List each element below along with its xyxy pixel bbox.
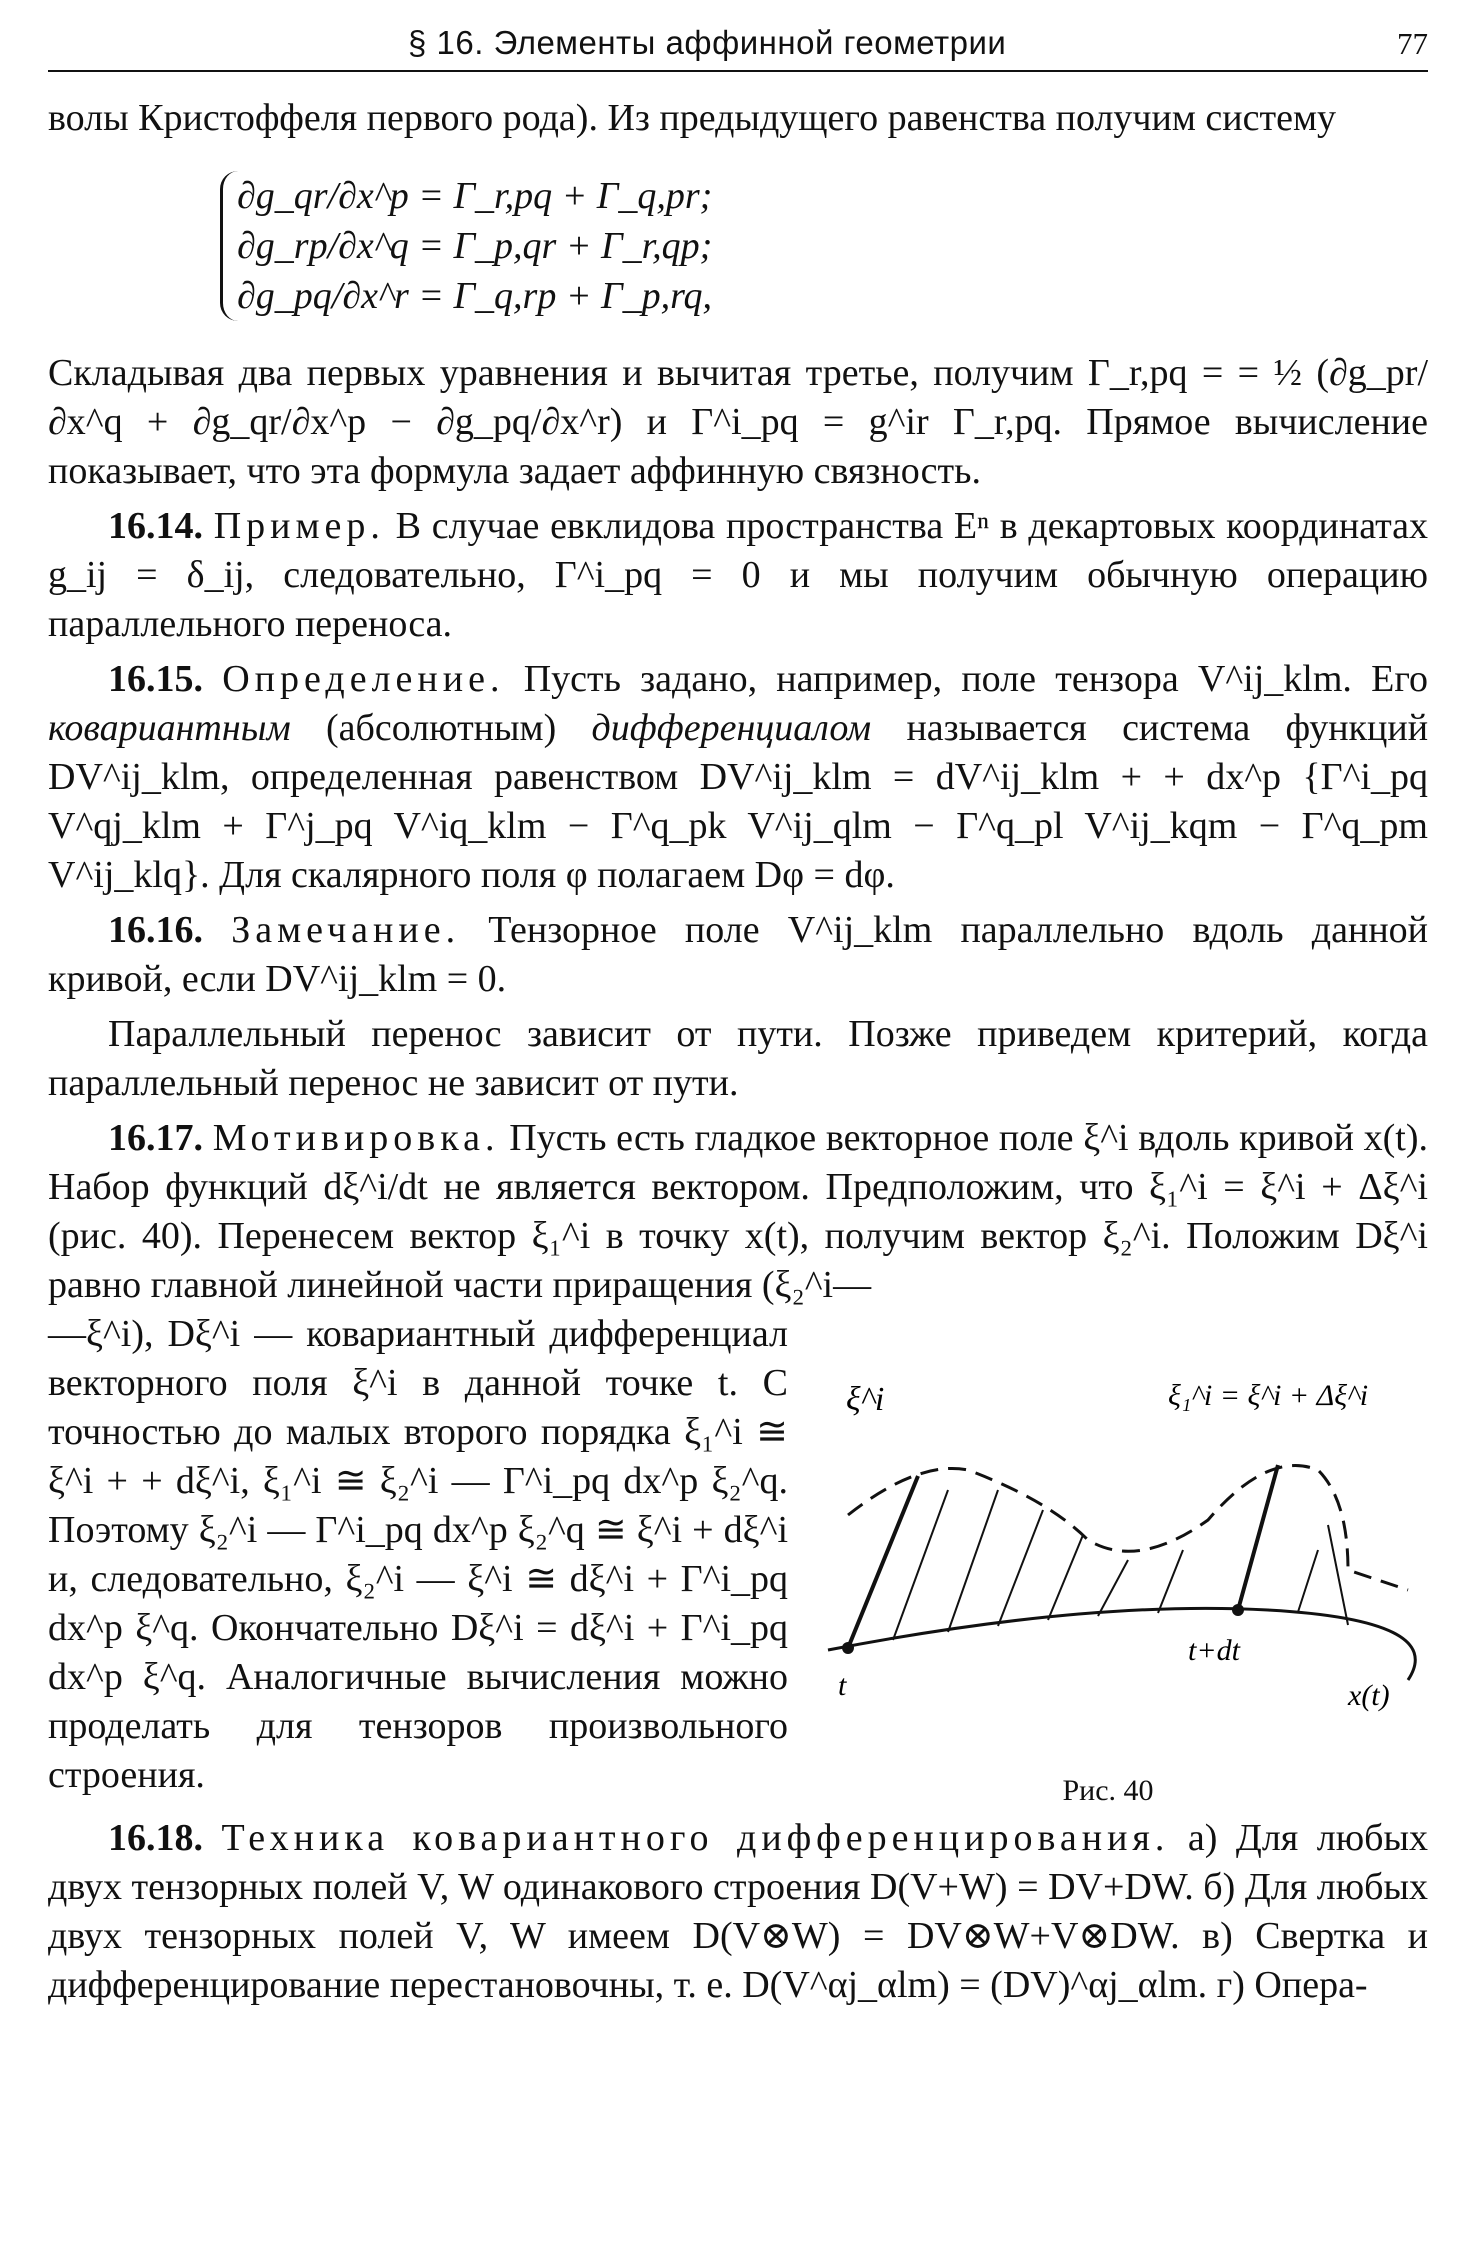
equation-1: ∂g_qr/∂x^p = Γ_r,pq + Γ_q,pr; <box>237 175 713 217</box>
paragraph-summation: Складывая два первых уравнения и вычитая третье, получим Γ_r,pq = = ½ (∂g_pr/∂x^q + ∂g_qr/∂x^p − ∂g_pq/∂x^r) и Γ^i_pq = g^ir Γ_r,pq. Прямое вычисление показывает, что эта формула задает аффинную связность. <box>48 352 1428 492</box>
label-t: t <box>838 1669 847 1702</box>
label-curve: x(t) <box>1348 1679 1390 1712</box>
section-heading: Мотивировка. <box>212 1117 500 1159</box>
section-text: В случае евклидова пространства Eⁿ в декартовых координатах g_ij = δ_ij, следовательно, Γ^i_pq = 0 и мы получим обычную операцию параллельного переноса. <box>48 505 1429 645</box>
section-heading: Определение. <box>222 658 505 700</box>
section-16-14 <box>48 502 1428 649</box>
section-text: Пусть задано, например, поле тензора V^ij_klm. Его <box>523 658 1428 700</box>
curve-x-of-t <box>828 1608 1415 1680</box>
section-16-18 <box>48 1814 1428 2010</box>
label-xi: ξ^i <box>846 1381 885 1418</box>
vector-field-arrows <box>848 1465 1348 1648</box>
section-16-17 <box>48 1114 1428 1310</box>
page <box>48 24 1428 2010</box>
label-t-dt: t+dt <box>1188 1634 1240 1667</box>
label-xi1: ξ₁^i = ξ^i + Δξ^i <box>1168 1379 1369 1412</box>
section-heading: Пример. <box>213 505 385 547</box>
section-heading: Замечание. <box>231 909 461 951</box>
section-number: 16.16. <box>108 909 203 951</box>
section-text: Тензорное поле V^ij_klm параллельно вдоль данной кривой, если DV^ij_klm = 0. <box>48 909 1429 1000</box>
page-number: 77 <box>1397 26 1428 61</box>
section-text: а) Для любых двух тензорных полей V, W одинакового строения D(V+W) = DV+DW. б) Для любых двух тензорных полей V, W имеем D(V⊗W) = DV⊗W+V⊗DW. в) Свертка и дифференцирование перестановочны, т. е. D(V^αj_αlm) = (DV)^αj_αlm. г) Опера- <box>48 1817 1429 2006</box>
figure-diagram <box>788 1350 1428 1770</box>
equation-system <box>220 171 1428 321</box>
section-title: § 16. Элементы аффинной геометрии <box>408 24 1007 61</box>
dashed-vector-tips <box>848 1466 1408 1590</box>
section-16-15 <box>48 655 1428 900</box>
equation-2: ∂g_rp/∂x^q = Γ_p,qr + Γ_r,qp; <box>237 225 713 267</box>
section-text: называется система функций DV^ij_klm, определенная равенством DV^ij_klm = dV^ij_klm + + dx^p {Γ^i_pq V^qj_klm + Γ^j_pq V^iq_klm − Γ^q_pk V^ij_qlm − Γ^q_pl V^ij_kqm − Γ^q_pm V^ij_klq}. Для скалярного поля φ полагаем Dφ = dφ. <box>48 707 1429 896</box>
equation-3: ∂g_pq/∂x^r = Γ_q,rp + Γ_p,rq, <box>237 275 712 317</box>
term-covariant: ковариантным <box>48 707 291 749</box>
point-t-dt <box>1232 1604 1244 1616</box>
paragraph-parallel-transport: Параллельный перенос зависит от пути. Позже приведем критерий, когда параллельный перенос не зависит от пути. <box>48 1013 1428 1104</box>
section-number: 16.18. <box>108 1817 203 1859</box>
term-differential: дифференциалом <box>591 707 872 749</box>
point-t <box>842 1642 854 1654</box>
section-number: 16.15. <box>108 658 203 700</box>
section-16-16 <box>48 906 1428 1004</box>
paragraph-motivation-left: —ξ^i), Dξ^i — ковариантный дифференциал векторного поля ξ^i в данной точке t. С точностью до малых второго порядка ξ₁^i ≅ ξ^i + + dξ^i, ξ₁^i ≅ ξ₂^i — Γ^i_pq dx^p ξ₂^q. Поэтому ξ₂^i — Γ^i_pq dx^p ξ₂^q ≅ ξ^i + dξ^i и, следовательно, ξ₂^i — ξ^i ≅ dξ^i + Γ^i_pq dx^p ξ^q. Окончательно Dξ^i = dξ^i + Γ^i_pq dx^p ξ^q. Аналогичные вычисления можно проделать для тензоров произвольного строения. <box>48 1313 788 1796</box>
section-text: (абсолютным) <box>326 707 557 749</box>
section-number: 16.14. <box>108 505 203 547</box>
figure-caption: Рис. 40 <box>1062 1774 1154 1807</box>
paragraph-christoffel: волы Кристоффеля первого рода). Из предыдущего равенства получим систему <box>48 97 1337 139</box>
section-number: 16.17. <box>108 1117 203 1159</box>
section-heading: Техника ковариантного дифференцирования. <box>221 1817 1170 1859</box>
running-header <box>48 24 1428 72</box>
figure-40 <box>788 1350 1428 1808</box>
section-text: Пусть есть гладкое векторное поле ξ^i вдоль кривой x(t). Набор функций dξ^i/dt не является вектором. Предположим, что ξ₁^i = ξ^i + Δξ^i (рис. 40). Перенесем вектор ξ₁^i в точку x(t), получим вектор ξ₂^i. Положим Dξ^i равно главной линейной части приращения (ξ₂^i— <box>48 1117 1429 1306</box>
